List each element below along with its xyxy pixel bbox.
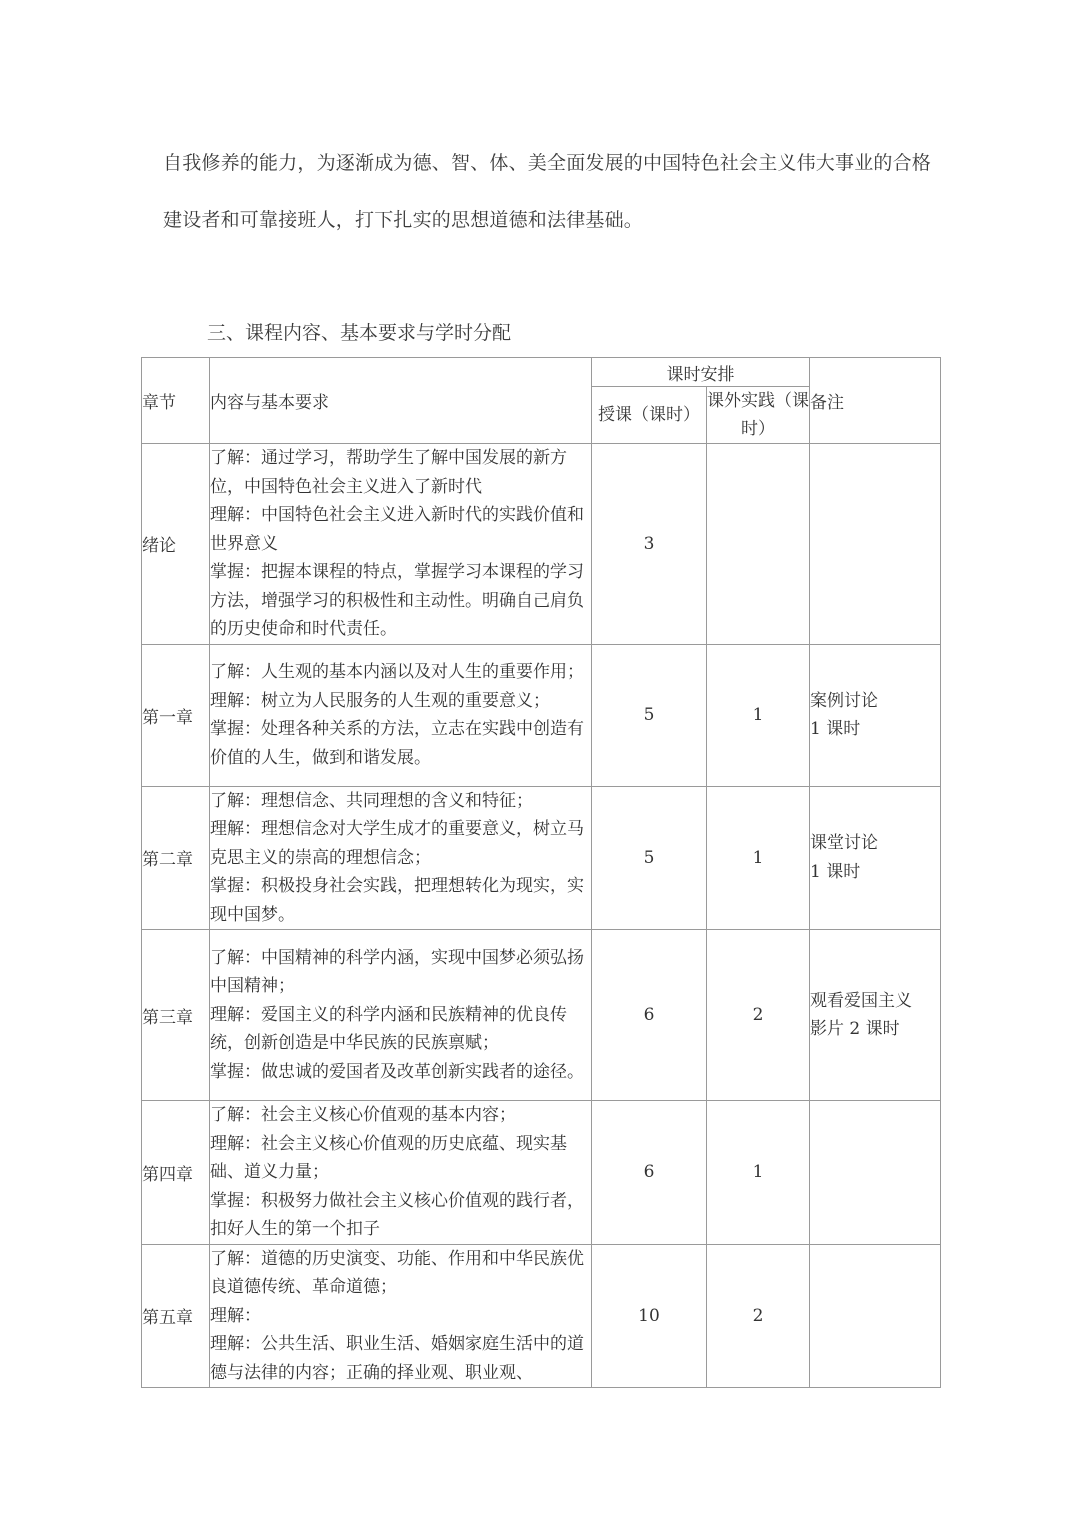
header-schedule: 课时安排 xyxy=(592,358,810,387)
requirement-line: 理解：爱国主义的科学内涵和民族精神的优良传统，创新创造是中华民族的民族禀赋； xyxy=(210,1004,567,1054)
table-row xyxy=(142,1244,941,1388)
lecture-hours-cell: 3 xyxy=(592,444,707,645)
note-line: 课堂讨论 xyxy=(810,833,878,854)
table-row xyxy=(142,644,941,786)
paragraph-line-1: 自我修养的能力，为逐渐成为德、智、体、美全面发展的中国特色社会主义伟大事业的合格 xyxy=(163,152,932,174)
lecture-hours-cell: 10 xyxy=(592,1244,707,1388)
note-cell xyxy=(810,444,941,645)
lecture-hours-cell: 5 xyxy=(592,644,707,786)
requirement-line: 理解：理想信念对大学生成才的重要意义，树立马克思主义的崇高的理想信念； xyxy=(210,819,584,868)
requirement-line: 了解：道德的历史演变、功能、作用和中华民族优良道德传统、革命道德； xyxy=(210,1248,584,1297)
chapter-cell: 第四章 xyxy=(142,1101,210,1245)
requirement-line: 掌握：做忠诚的爱国者及改革创新实践者的途径。 xyxy=(210,1061,584,1082)
lecture-hours-cell: 6 xyxy=(592,1101,707,1245)
header-chapter: 章节 xyxy=(142,358,210,444)
requirement-line: 了解：通过学习，帮助学生了解中国发展的新方位，中国特色社会主义进入了新时代 xyxy=(210,448,567,497)
requirement-line: 了解：理想信念、共同理想的含义和特征； xyxy=(210,790,533,811)
practice-hours-cell xyxy=(707,444,810,645)
note-line: 案例讨论 xyxy=(810,690,878,711)
requirement-line: 了解：社会主义核心价值观的基本内容； xyxy=(210,1105,516,1125)
header-content: 内容与基本要求 xyxy=(210,358,592,444)
section-heading: 三、课程内容、基本要求与学时分配 xyxy=(207,322,512,344)
note-cell xyxy=(810,786,941,930)
note-line: 观看爱国主义 xyxy=(810,990,912,1011)
table-row xyxy=(142,786,941,930)
header-lecture: 授课（课时） xyxy=(592,387,707,444)
note-line: 1 课时 xyxy=(810,861,861,882)
chapter-cell: 第一章 xyxy=(142,644,210,786)
chapter-cell: 第三章 xyxy=(142,930,210,1101)
content-cell xyxy=(210,1101,592,1245)
requirement-line: 理解：中国特色社会主义进入新时代的实践价值和世界意义 xyxy=(210,505,584,554)
lecture-hours-cell: 5 xyxy=(592,786,707,930)
course-schedule-table xyxy=(141,357,941,1388)
header-note: 备注 xyxy=(810,358,941,444)
table-row xyxy=(142,930,941,1101)
requirement-line: 掌握：把握本课程的特点，掌握学习本课程的学习方法，增强学习的积极性和主动性。明确自己肩负的历史使命和时代责任。 xyxy=(210,562,584,639)
practice-hours-cell: 1 xyxy=(707,644,810,786)
requirement-line: 理解：公共生活、职业生活、婚姻家庭生活中的道德与法律的内容；正确的择业观、职业观、 xyxy=(210,1334,584,1383)
content-cell xyxy=(210,1244,592,1388)
content-cell xyxy=(210,644,592,786)
lecture-hours-cell: 6 xyxy=(592,930,707,1101)
note-cell xyxy=(810,1244,941,1388)
chapter-cell: 绪论 xyxy=(142,444,210,645)
requirement-line: 掌握：积极努力做社会主义核心价值观的践行者，扣好人生的第一个扣子 xyxy=(210,1190,584,1239)
requirement-line: 了解：中国精神的科学内涵，实现中国梦必须弘扬中国精神； xyxy=(210,947,584,997)
requirement-line: 掌握：积极投身社会实践，把理想转化为现实，实现中国梦。 xyxy=(210,876,584,925)
content-cell xyxy=(210,786,592,930)
chapter-cell: 第五章 xyxy=(142,1244,210,1388)
paragraph-line-2: 建设者和可靠接班人，打下扎实的思想道德和法律基础。 xyxy=(163,209,644,231)
table-row xyxy=(142,1101,941,1245)
content-cell xyxy=(210,930,592,1101)
note-cell xyxy=(810,930,941,1101)
practice-hours-cell: 2 xyxy=(707,1244,810,1388)
requirement-line: 理解： xyxy=(210,1305,261,1326)
practice-hours-cell: 2 xyxy=(707,930,810,1101)
note-line: 1 课时 xyxy=(810,719,861,739)
note-cell xyxy=(810,1101,941,1245)
practice-hours-cell: 1 xyxy=(707,786,810,930)
chapter-cell: 第二章 xyxy=(142,786,210,930)
note-cell xyxy=(810,644,941,786)
table-body xyxy=(142,444,941,1388)
table-row xyxy=(142,444,941,645)
practice-hours-cell: 1 xyxy=(707,1101,810,1245)
note-line: 影片 2 课时 xyxy=(810,1019,900,1039)
header-practice: 课外实践（课时） xyxy=(707,387,810,444)
requirement-line: 理解：树立为人民服务的人生观的重要意义； xyxy=(210,690,550,711)
requirement-line: 掌握：处理各种关系的方法，立志在实践中创造有价值的人生，做到和谐发展。 xyxy=(210,719,584,768)
content-cell xyxy=(210,444,592,645)
requirement-line: 理解：社会主义核心价值观的历史底蕴、现实基础、道义力量； xyxy=(210,1133,567,1182)
requirement-line: 了解：人生观的基本内涵以及对人生的重要作用； xyxy=(210,662,584,682)
table-header xyxy=(142,358,941,444)
